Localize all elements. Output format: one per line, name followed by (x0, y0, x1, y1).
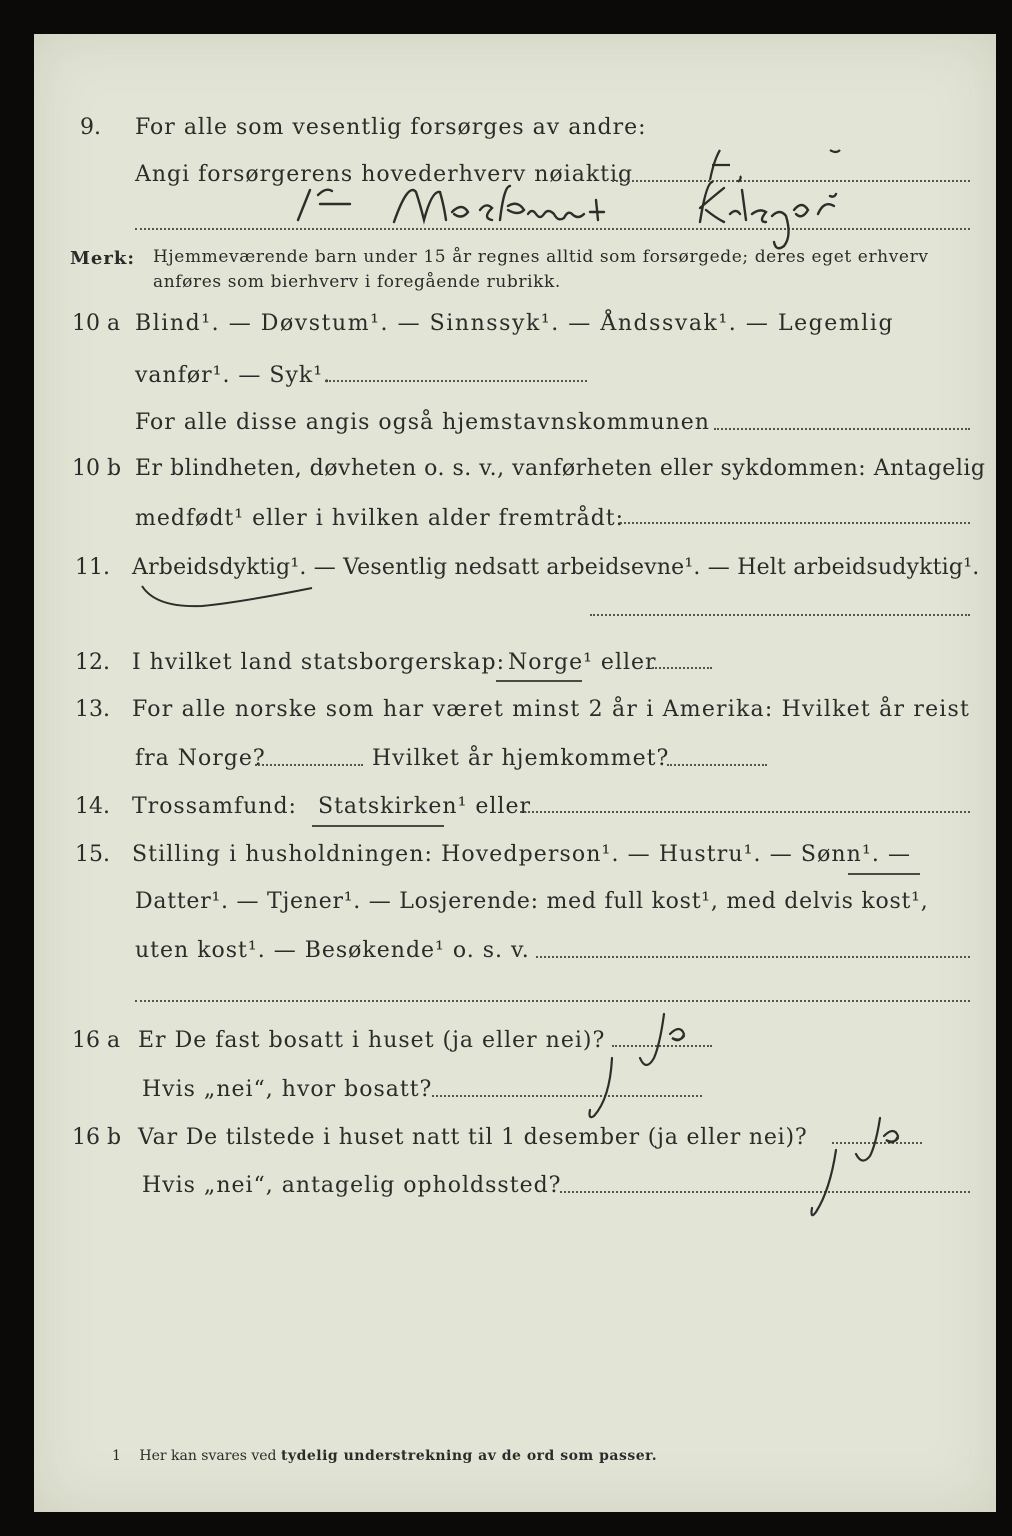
q14-line1b: Statskirken¹ eller (318, 794, 532, 819)
footnote-text-bold: tydelig understrekning av de ord som passer. (280, 1448, 658, 1464)
q15-line2: Datter¹. — Tjener¹. — Losjerende: med full kost¹, med delvis kost¹, (135, 889, 929, 914)
q14-line1a: Trossamfund: (132, 794, 297, 819)
q10a-line3: For alle disse angis også hjemstavnskommunen (135, 410, 710, 435)
q12-line1a: I hvilket land statsborgerskap: (132, 650, 506, 675)
q13-line1: For alle norske som har været minst 2 år i Amerika: Hvilket år reist (132, 697, 971, 722)
q11-handwritten-underline (142, 586, 312, 606)
q10a-line1: Blind¹. — Døvstum¹. — Sinnssyk¹. — Åndssvak¹. — Legemlig (135, 311, 895, 336)
q11-line1: Arbeidsdyktig¹. — Vesentlig nedsatt arbeidsevne¹. — Helt arbeidsudyktig¹. (132, 555, 980, 580)
q12-number: 12. (75, 650, 110, 675)
q13-line2b: Hvilket år hjemkommet? (372, 746, 670, 771)
q16b-number: 16 b (72, 1125, 122, 1150)
q12-line1b: Norge¹ eller (508, 650, 657, 675)
q16b-line1: Var De tilstede i huset natt til 1 desember (ja eller nei)? (138, 1125, 808, 1150)
footnote-text-plain: Her kan svares ved (139, 1448, 277, 1464)
q15-number: 15. (75, 842, 110, 867)
q15-line1: Stilling i husholdningen: Hovedperson¹. — Hustru¹. — Sønn¹. — (132, 842, 912, 867)
q10b-line2: medfødt¹ eller i hvilken alder fremtrådt: (135, 506, 625, 531)
q16a-line1: Er De fast bosatt i huset (ja eller nei)? (138, 1028, 606, 1053)
q10b-number: 10 b (72, 456, 122, 481)
q13-line2a: fra Norge? (135, 746, 266, 771)
q16a-number: 16 a (72, 1028, 121, 1053)
q10a-number: 10 a (72, 311, 121, 336)
merk-line1: Hjemmeværende barn under 15 år regnes alltid som forsørgede; deres eget erhverv (153, 247, 929, 267)
q16a-line2: Hvis „nei“, hvor bosatt? (142, 1077, 433, 1102)
q9-line2: Angi forsørgerens hovederhverv nøiaktig (135, 162, 634, 187)
q16a-handwritten-answer (590, 1014, 685, 1117)
q15-line3: uten kost¹. — Besøkende¹ o. s. v. (135, 938, 530, 963)
q9-line1: For alle som vesentlig forsørges av andre: (135, 115, 647, 140)
q13-number: 13. (75, 697, 110, 722)
merk-line2: anføres som bierhverv i foregående rubrikk. (153, 272, 561, 292)
merk-label: Merk: (70, 248, 135, 269)
q11-number: 11. (75, 555, 110, 580)
q9-handwritten-answer (298, 182, 836, 248)
q10b-line1: Er blindheten, døvheten o. s. v., vanførheten eller sykdommen: Antagelig (135, 456, 986, 481)
q14-number: 14. (75, 794, 110, 819)
q16b-handwritten-answer (812, 1118, 899, 1215)
q10a-line2: vanfør¹. — Syk¹. (135, 363, 332, 388)
footnote-marker: 1 (112, 1448, 121, 1464)
q9-handwritten-mark (710, 150, 840, 182)
q16b-line2: Hvis „nei“, antagelig opholdssted? (142, 1173, 562, 1198)
q9-number: 9. (80, 115, 101, 140)
